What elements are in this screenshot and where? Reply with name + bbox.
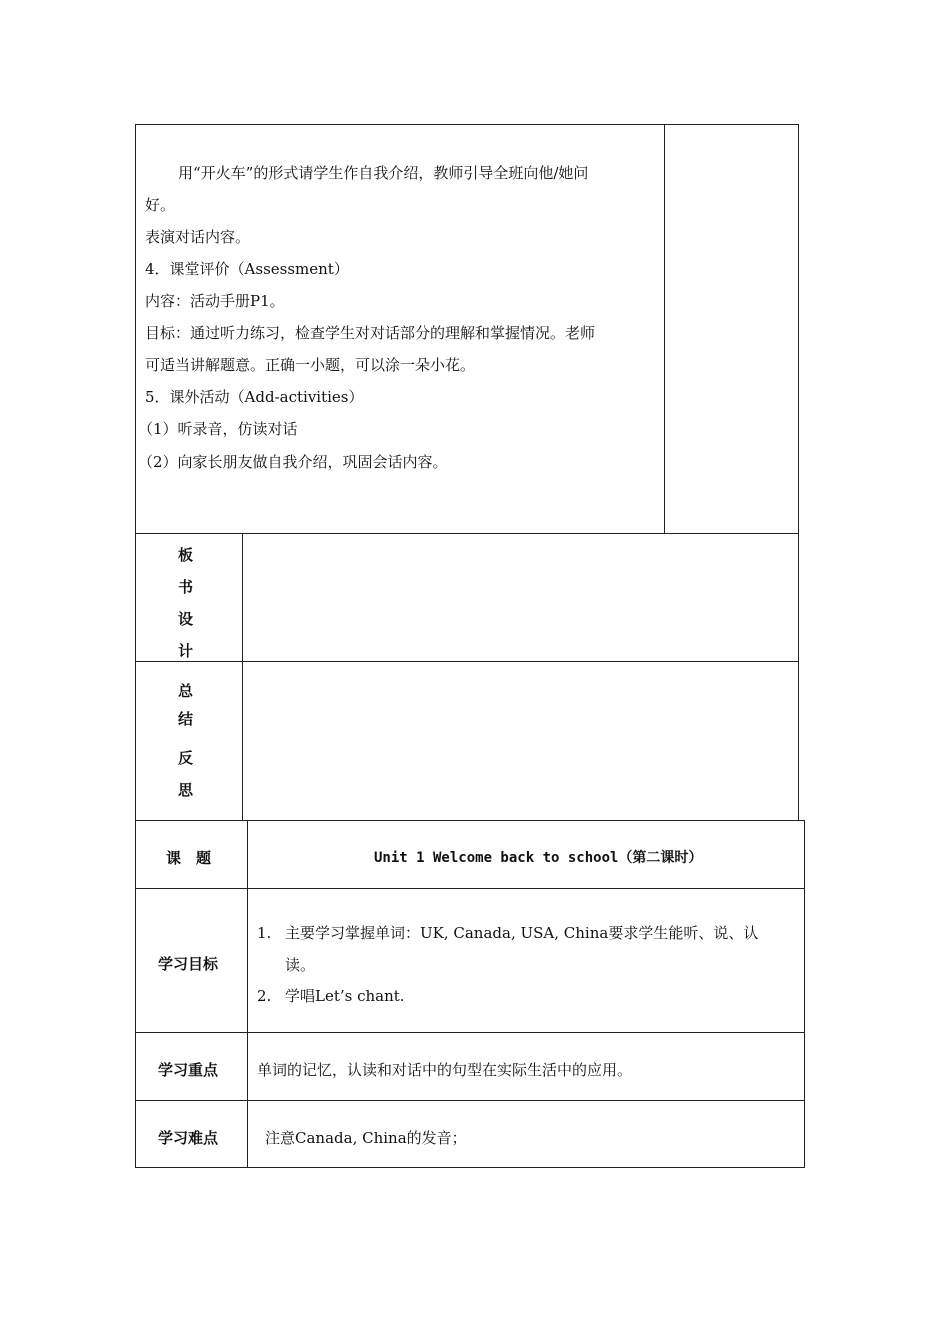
content-line: 用“开火车”的形式请学生作自我介绍，教师引导全班向他/她问 bbox=[178, 164, 589, 182]
goal-text: 学唱Let’s chant. bbox=[285, 987, 405, 1005]
difficult-points-value: 注意Canada, China的发音； bbox=[265, 1129, 467, 1147]
goal-text-cont: 读。 bbox=[285, 956, 316, 974]
goal-number: 1. bbox=[257, 924, 272, 942]
key-points-value: 单词的记忆，认读和对话中的句型在实际生活中的应用。 bbox=[257, 1061, 633, 1079]
content-line: 表演对话内容。 bbox=[145, 228, 251, 246]
content-line: 内容：活动手册P1。 bbox=[145, 292, 285, 310]
goal-number: 2. bbox=[257, 987, 272, 1005]
content-line: （2）向家长朋友做自我介绍，巩固会话内容。 bbox=[138, 453, 448, 471]
content-line: （1）听录音，仿读对话 bbox=[138, 420, 298, 438]
content-line: 好。 bbox=[145, 196, 176, 214]
content-line: 5．课外活动（Add-activities） bbox=[145, 388, 364, 406]
goals-label: 学习目标 bbox=[158, 955, 219, 973]
goal-text: 主要学习掌握单词：UK, Canada, USA, China要求学生能听、说、认 bbox=[285, 924, 759, 942]
key-points-label: 学习重点 bbox=[158, 1061, 219, 1079]
topic-value: Unit 1 Welcome back to school（第二课时） bbox=[374, 850, 703, 866]
content-line: 可适当讲解题意。正确一小题，可以涂一朵小花。 bbox=[145, 356, 476, 374]
content-line: 目标：通过听力练习，检查学生对对话部分的理解和掌握情况。老师 bbox=[145, 324, 596, 342]
content-line: 4．课堂评价（Assessment） bbox=[145, 260, 349, 278]
topic-label: 课 题 bbox=[166, 849, 212, 867]
difficult-points-label: 学习难点 bbox=[158, 1129, 219, 1147]
